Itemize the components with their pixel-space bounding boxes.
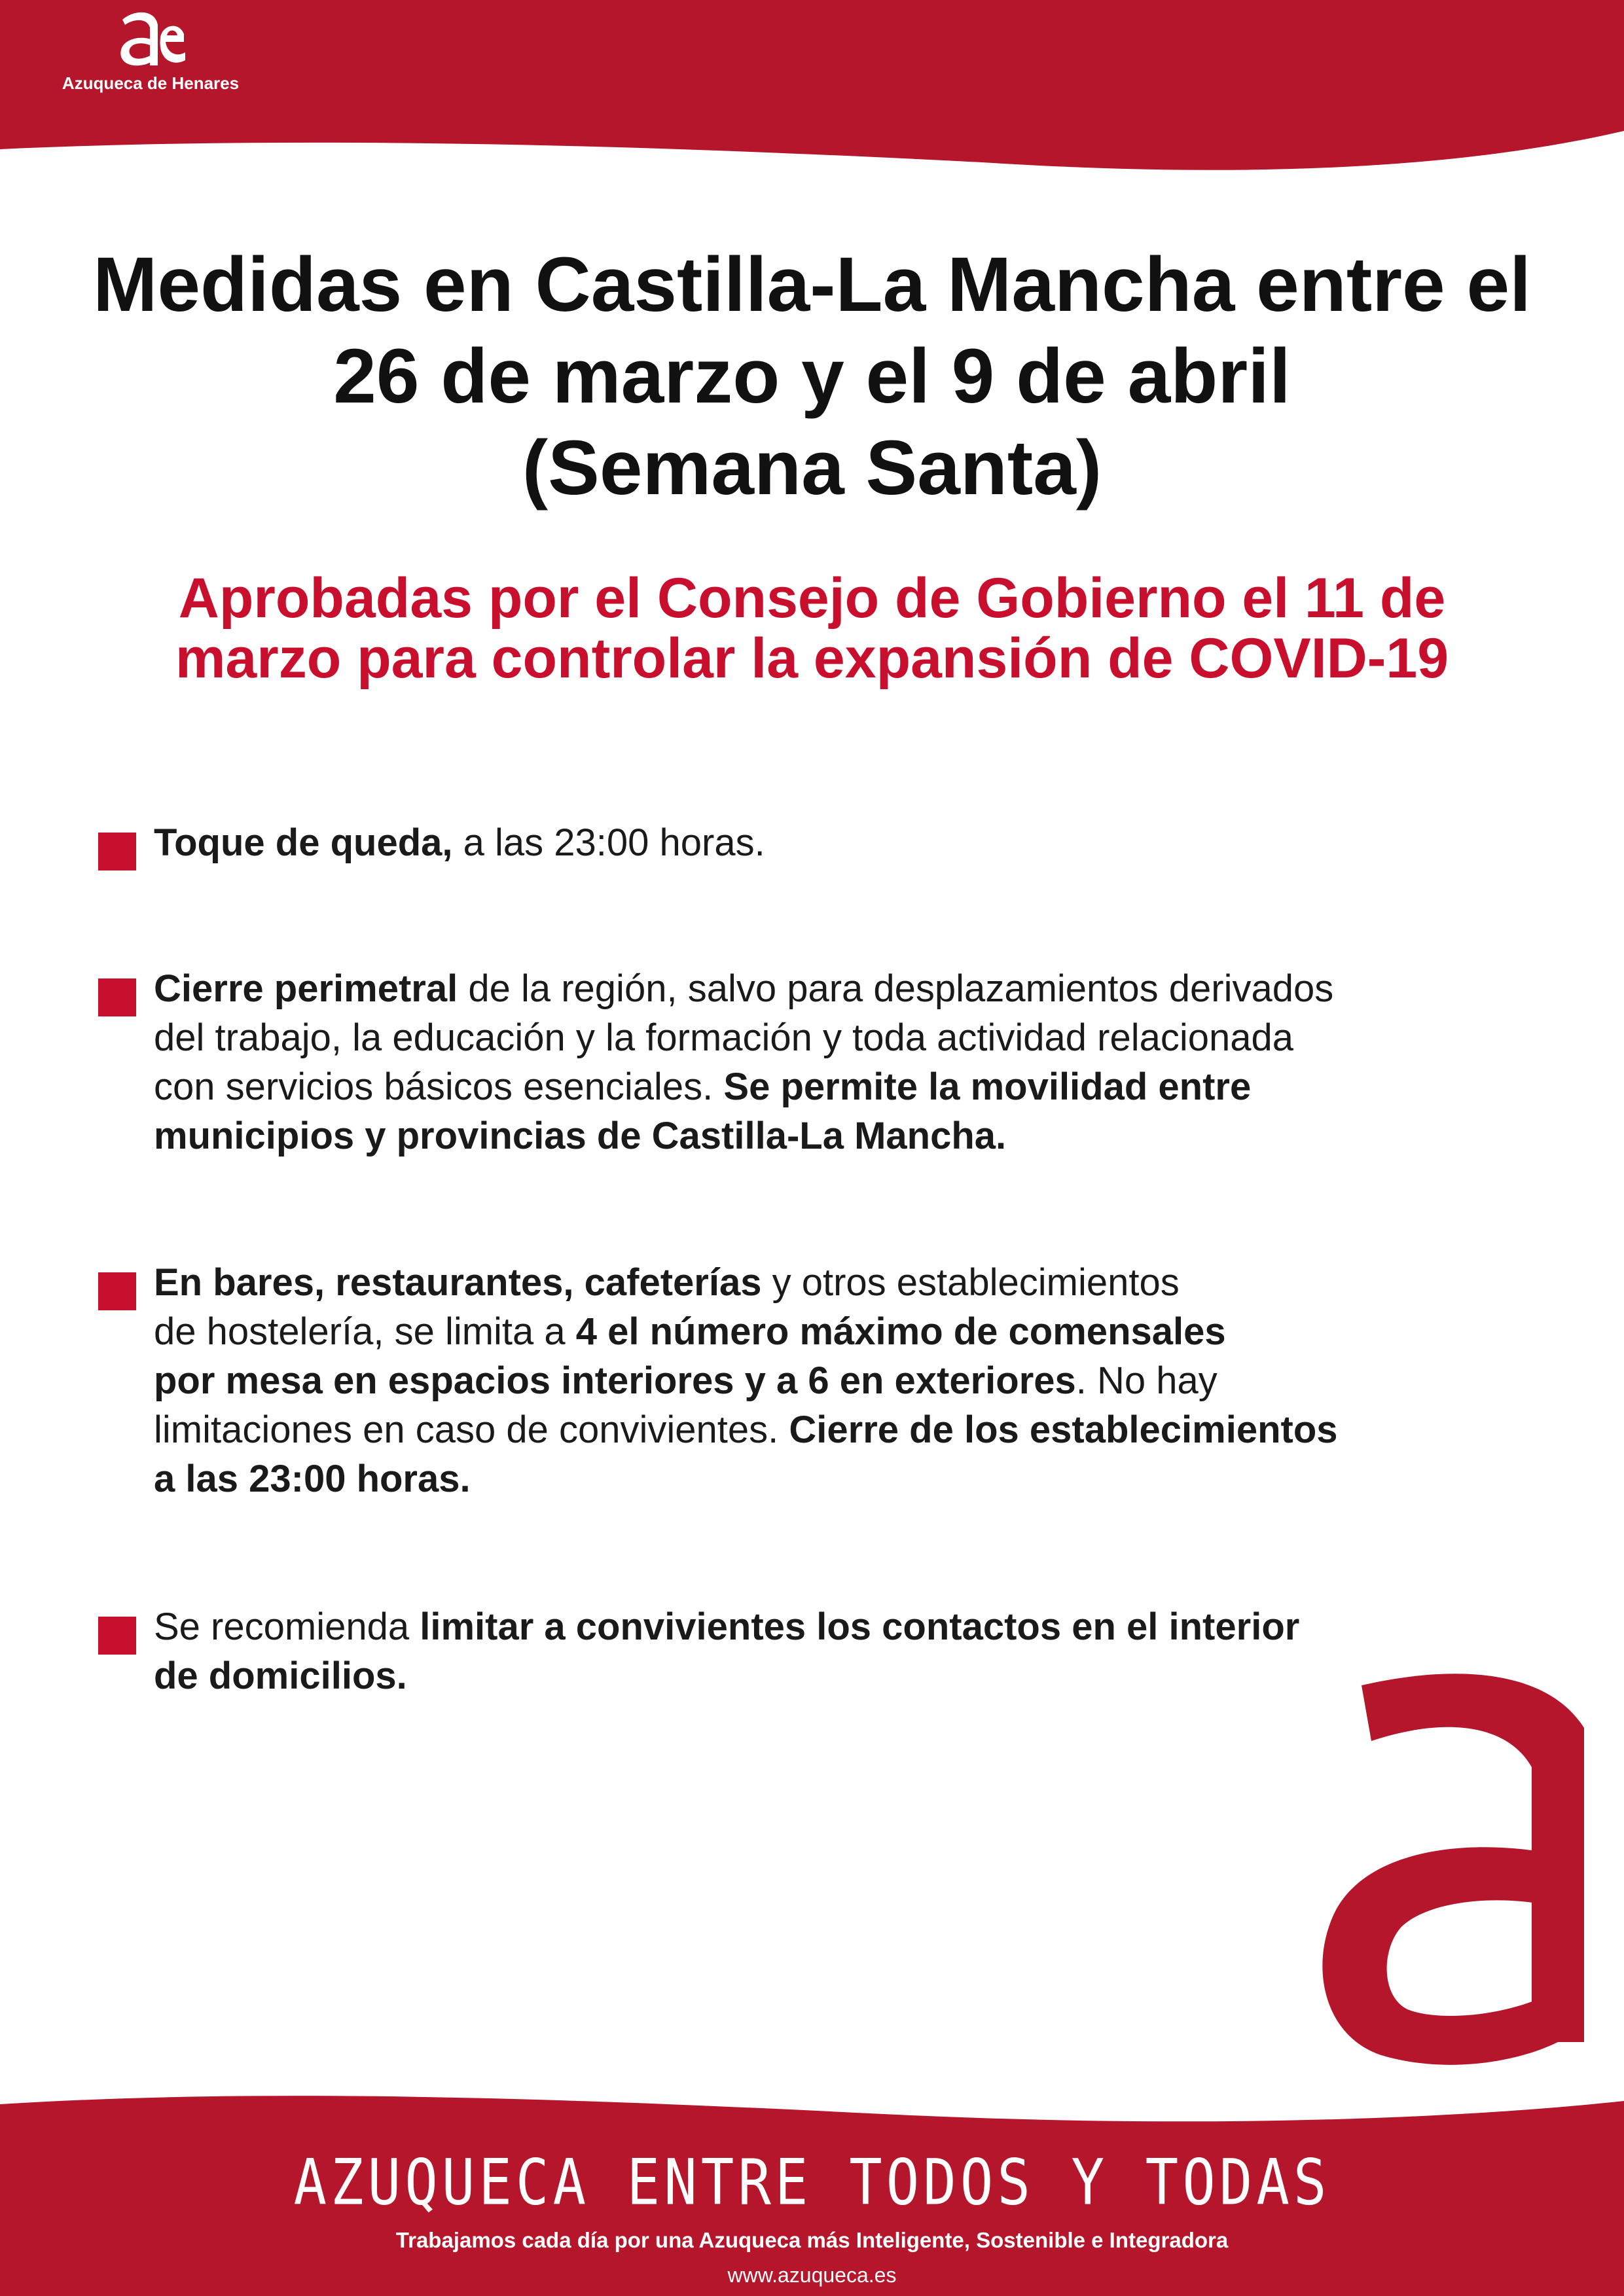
title-line: Medidas en Castilla-La Mancha entre el: [93, 242, 1531, 328]
page-title: [65, 239, 1559, 514]
measure-highlight: En bares, restaurantes, cafeterías: [154, 1261, 762, 1304]
logo-name: Azuqueca de Henares: [62, 73, 240, 93]
measure-highlight: 4 el número máximo de comensales: [575, 1310, 1226, 1353]
measure-highlight: a las 23:00 horas.: [154, 1458, 471, 1500]
measure-highlight: de domicilios.: [154, 1655, 407, 1697]
azuqueca-logo-icon: [115, 5, 187, 71]
measure-highlight: Cierre de los establecimientos: [789, 1408, 1338, 1451]
measure-text: [154, 1602, 1594, 1700]
bullet-square-icon: [98, 833, 136, 870]
footer-tagline: Trabajamos cada día por una Azuqueca más Inteligente, Sostenible e Integradora: [395, 2228, 1229, 2252]
measure-detail: y otros establecimientos: [761, 1261, 1180, 1304]
decorative-letter-a-icon: [1322, 1674, 1584, 2065]
subtitle-line: marzo para controlar la expansión de COVID-19: [175, 627, 1449, 690]
measure-highlight: municipios y provincias de Castilla-La Mancha.: [154, 1115, 1007, 1157]
measure-detail: de hostelería, se limita a: [154, 1310, 576, 1353]
measure-detail: a las 23:00 horas.: [452, 821, 765, 864]
bullet-square-icon: [98, 1617, 136, 1655]
title-line: 26 de marzo y el 9 de abril: [333, 333, 1291, 420]
measure-detail: de la región, salvo para desplazamientos derivados: [458, 967, 1334, 1010]
measure-highlight: limitar a convivientes los contactos en el interior: [420, 1605, 1300, 1648]
measure-text: [154, 1258, 1594, 1503]
title-line: (Semana Santa): [522, 425, 1102, 511]
measure-highlight: por mesa en espacios interiores y a 6 en exteriores: [154, 1359, 1076, 1402]
measure-highlight: Cierre perimetral: [154, 967, 458, 1010]
footer-website-link[interactable]: www.azuqueca.es: [727, 2263, 897, 2287]
azuqueca-logo: [52, 0, 249, 105]
bullet-square-icon: [98, 1272, 136, 1310]
measure-detail: limitaciones en caso de convivientes.: [154, 1408, 789, 1451]
measure-text: [154, 818, 1594, 867]
subtitle-line: Aprobadas por el Consejo de Gobierno el 11 de: [178, 567, 1446, 630]
measure-detail: del trabajo, la educación y la formación y toda actividad relacionada: [154, 1016, 1294, 1059]
page-subtitle: [92, 568, 1532, 689]
bullet-square-icon: [98, 978, 136, 1016]
measure-detail: . No hay: [1075, 1359, 1218, 1402]
footer-slogan: AZUQUECA ENTRE TODOS Y TODAS: [293, 2145, 1331, 2219]
measure-highlight: Toque de queda,: [154, 821, 453, 864]
measure-highlight: Se permite la movilidad entre: [723, 1066, 1252, 1108]
measure-detail: con servicios básicos esenciales.: [154, 1066, 724, 1108]
measure-text: [154, 964, 1594, 1160]
measure-detail: Se recomienda: [154, 1605, 420, 1648]
